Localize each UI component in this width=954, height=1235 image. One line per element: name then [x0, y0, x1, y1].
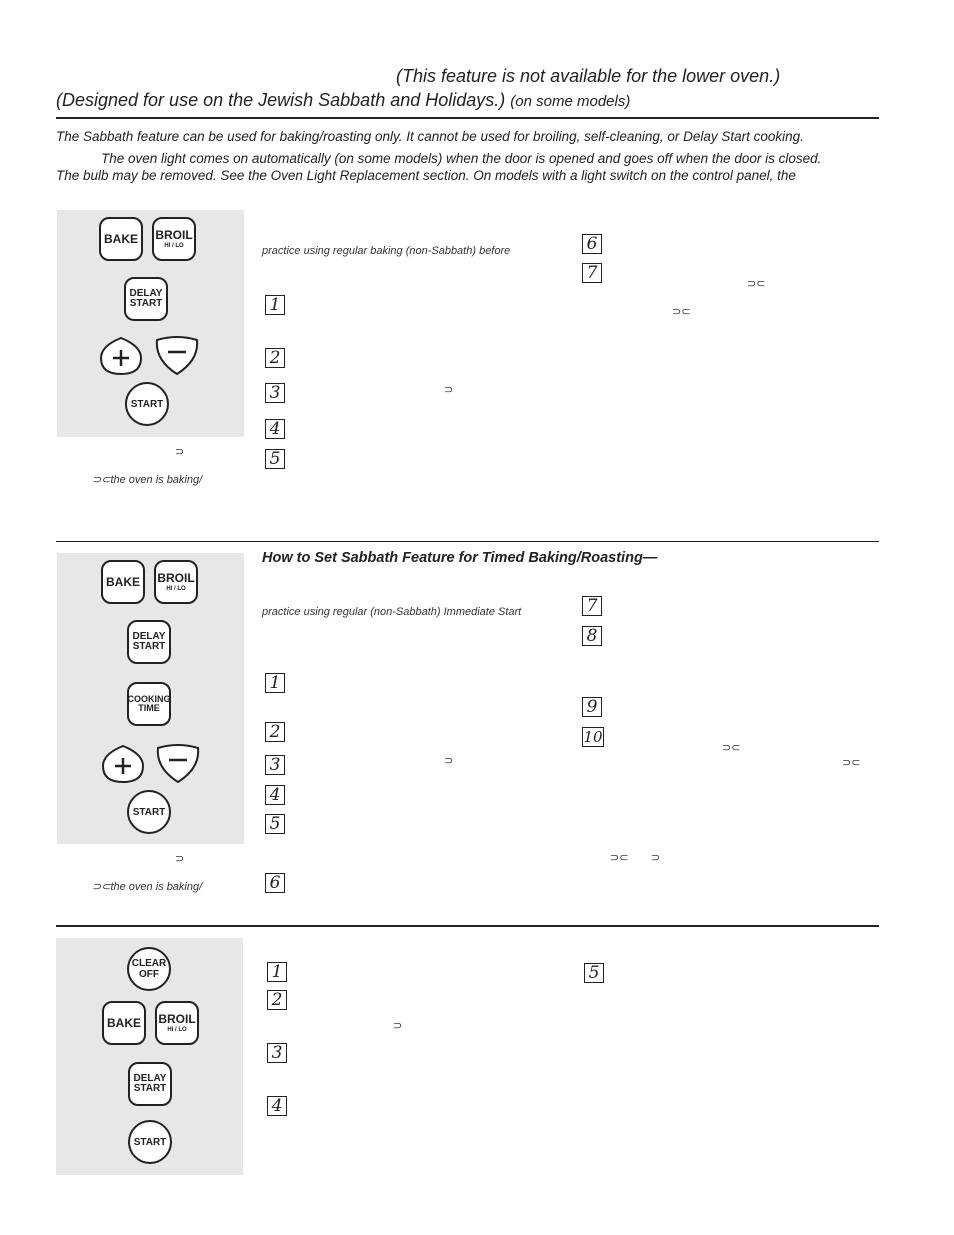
section1-step-2: 2	[265, 348, 285, 368]
section2-step-3: 3	[265, 755, 285, 775]
section3-step-4: 4	[267, 1096, 287, 1116]
header-line-2	[56, 90, 630, 111]
plus-button[interactable]	[99, 336, 143, 376]
section1-control-panel	[57, 210, 244, 437]
section1-step-5: 5	[265, 449, 285, 469]
section1-step-4: 4	[265, 419, 285, 439]
section3-step2-symbol: ⊃	[393, 1020, 403, 1032]
section1-step7-symbol-b: ⊃⊂	[672, 306, 691, 318]
section2-step-10: 10	[583, 728, 603, 746]
section2-panel-note: ⊃⊂the oven is baking/	[92, 881, 203, 893]
section3-control-panel	[56, 938, 243, 1175]
section3-step-3: 3	[267, 1043, 287, 1063]
section2-step10-symbol-a: ⊃⊂	[722, 742, 741, 754]
bake-button[interactable]: BAKE	[99, 217, 143, 261]
section1-divider	[56, 541, 879, 542]
section2-bottom-symbol-b: ⊃	[651, 852, 661, 864]
header-line-2-main: (Designed for use on the Jewish Sabbath and Holidays.)	[56, 90, 506, 110]
header-line-1: (This feature is not available for the lower oven.)	[396, 66, 781, 86]
section1-step3-symbol: ⊃	[444, 384, 454, 396]
section1-practice-note: practice using regular baking (non-Sabbath) before	[262, 245, 511, 257]
section3-step-1: 1	[267, 962, 287, 982]
minus-button[interactable]	[155, 336, 199, 376]
section2-divider	[56, 925, 879, 927]
section2-panel-symbol: ⊃	[175, 853, 185, 865]
delay-start-button[interactable]: DELAY START	[127, 620, 171, 664]
bake-button[interactable]: BAKE	[102, 1001, 146, 1045]
section2-step-6: 6	[265, 873, 285, 893]
intro-paragraph-2-line-2: The bulb may be removed. See the Oven Light Replacement section. On models with a light switch on the control panel, the	[56, 168, 796, 183]
section2-practice-note: practice using regular (non-Sabbath) Immediate Start	[262, 606, 522, 618]
broil-button[interactable]: BROIL HI / LO	[154, 560, 198, 604]
section1-step-1: 1	[265, 295, 285, 315]
section2-bottom-symbol-a: ⊃⊂	[610, 852, 629, 864]
header-line-2-small: (on some models)	[510, 93, 631, 110]
start-button[interactable]: START	[127, 790, 171, 834]
section2-step-7: 7	[582, 596, 602, 616]
section1-step-7: 7	[582, 263, 602, 283]
minus-button[interactable]	[156, 744, 200, 784]
clear-off-button[interactable]: CLEAR OFF	[127, 947, 171, 991]
section1-panel-symbol: ⊃	[175, 446, 185, 458]
section2-step-5: 5	[265, 814, 285, 834]
section2-step-2: 2	[265, 722, 285, 742]
delay-start-button[interactable]: DELAY START	[124, 277, 168, 321]
section2-step10-symbol-b: ⊃⊂	[842, 757, 861, 769]
section1-step-6: 6	[582, 234, 602, 254]
start-button[interactable]: START	[125, 382, 169, 426]
intro-paragraph-2-line-1: The oven light comes on automatically (on some models) when the door is opened and goes off when the door is closed.	[101, 151, 822, 166]
section1-panel-note: ⊃⊂the oven is baking/	[92, 474, 203, 486]
start-button[interactable]: START	[128, 1120, 172, 1164]
section2-step-4: 4	[265, 785, 285, 805]
section3-step-2: 2	[267, 990, 287, 1010]
broil-button[interactable]: BROIL HI / LO	[155, 1001, 199, 1045]
section2-control-panel	[57, 553, 244, 844]
section2-step3-symbol: ⊃	[444, 755, 454, 767]
section1-step7-symbol-a: ⊃⊂	[747, 278, 766, 290]
section2-step-8: 8	[582, 626, 602, 646]
plus-button[interactable]	[101, 744, 145, 784]
section2-step-9: 9	[582, 697, 602, 717]
cooking-time-button[interactable]: COOKING TIME	[127, 682, 171, 726]
section2-step-1: 1	[265, 673, 285, 693]
broil-button[interactable]: BROIL HI / LO	[152, 217, 196, 261]
intro-paragraph-1: The Sabbath feature can be used for baking/roasting only. It cannot be used for broiling, self-cleaning, or Delay Start cooking.	[56, 129, 804, 144]
header-rule	[56, 117, 879, 119]
bake-button[interactable]: BAKE	[101, 560, 145, 604]
section3-step-5: 5	[584, 963, 604, 983]
delay-start-button[interactable]: DELAY START	[128, 1062, 172, 1106]
section2-subheading: How to Set Sabbath Feature for Timed Baking/Roasting—	[262, 550, 658, 566]
section1-step-3: 3	[265, 383, 285, 403]
